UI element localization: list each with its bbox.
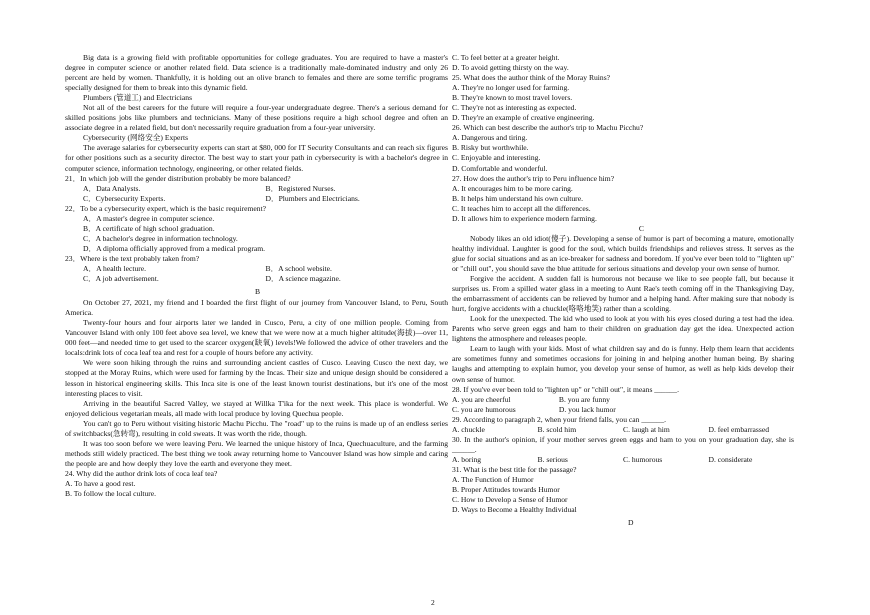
answer-option[interactable]: D. They're an example of creative engineering. [452, 113, 595, 123]
question-25 [452, 73, 794, 123]
question-stem: 24. Why did the author drink lots of coca leaf tea? [65, 468, 218, 478]
answer-option[interactable]: A．Data Analysts. [83, 183, 141, 193]
answer-option[interactable]: D. Ways to Become a Healthy Individual [452, 505, 577, 515]
question-24 [65, 469, 448, 499]
answer-option[interactable]: C．Cybersecurity Experts. [83, 193, 166, 203]
answer-option[interactable]: A. It encourages him to be more caring. [452, 183, 573, 193]
answer-option[interactable]: C. They're not as interesting as expected. [452, 103, 577, 113]
answer-option[interactable]: B. you are funny [558, 394, 610, 404]
passage-a-heading: Plumbers (管道工) and Electricians [83, 93, 193, 103]
question-stem: 25. What does the author think of the Moray Ruins? [452, 73, 611, 83]
left-column [65, 53, 448, 499]
answer-option[interactable]: C. It teaches him to accept all the differences. [452, 203, 591, 213]
answer-option[interactable]: C. you are humorous [452, 404, 516, 414]
answer-option[interactable]: A. boring [452, 454, 482, 464]
answer-option[interactable]: C. laugh at him [623, 424, 670, 434]
answer-option[interactable]: D．A science magazine. [265, 274, 341, 284]
question-27 [452, 174, 794, 224]
answer-option[interactable]: D. considerate [708, 454, 753, 464]
answer-option[interactable]: A. chuckle [452, 424, 485, 434]
answer-option[interactable]: D. To avoid getting thirsty on the way. [452, 63, 569, 73]
section-heading-d: D [628, 518, 634, 528]
passage-c-paragraph: Look for the unexpected. The kid who used to look at you with his eyes closed during a test had the idea. Parents who serve green eggs and ham to their children on graduation day get the idea. Unexpected action lightens the atmosphere and releases people. [452, 314, 794, 344]
question-stem: 23．Where is the text probably taken from? [65, 253, 200, 263]
answer-option[interactable]: D. It allows him to experience modern farming. [452, 213, 597, 223]
question-26 [452, 123, 794, 173]
section-heading-c: C [638, 223, 644, 233]
right-column [452, 53, 794, 528]
question-31 [452, 465, 794, 515]
answer-option[interactable]: B. Proper Attitudes towards Humor [452, 485, 560, 495]
question-22 [65, 204, 448, 254]
answer-option[interactable]: B．Registered Nurses. [265, 183, 336, 193]
question-stem: 28. If you've ever been told to "lighten up" or "chill out", it means ______. [452, 384, 679, 394]
answer-option[interactable]: B. It helps him understand his own culture. [452, 193, 583, 203]
answer-option[interactable]: A. To have a good rest. [65, 478, 136, 488]
passage-c-paragraph: Forgive the accident. A sudden fall is humorous not because we like to see people fall, but because it surprises us. From a spilled water glass in a meeting to Aunt Rae's teeth coming off in the Thanksgiving Day, the embarrassment of accidents can be relieved by humor and a helping hand. After making sure that nobody is hurt, forgive accidents with a chuckle(咯咯地笑) rather than a scolding. [452, 274, 794, 314]
answer-option[interactable]: A. They're no longer used for farming. [452, 83, 570, 93]
answer-option[interactable]: B. serious [537, 454, 568, 464]
answer-option[interactable]: C. Enjoyable and interesting. [452, 153, 541, 163]
answer-option[interactable]: A. you are cheerful [452, 394, 511, 404]
question-stem: 31. What is the best title for the passage? [452, 464, 577, 474]
passage-b-paragraph: We were soon hiking through the ruins and surrounding ancient castles of Cusco. Leaving Cusco the next day, we stopped at the Moray Ruins, which were used for farming by the Incas. Their size and unique design should be considered a lesson in historical engineering skills. This Inca site is one of the least known tourist destinations, but it's one of the most interesting places to visit. [65, 358, 448, 398]
answer-option[interactable]: B．A school website. [265, 263, 332, 273]
section-heading-b: B [255, 287, 261, 297]
question-29 [452, 415, 794, 435]
answer-option[interactable]: B．A certificate of high school graduation. [83, 223, 215, 233]
passage-a-heading: Cybersecurity (网络安全) Experts [83, 133, 189, 143]
question-stem: 26. Which can best describe the author's trip to Machu Picchu? [452, 123, 644, 133]
answer-option[interactable]: A. The Function of Humor [452, 474, 534, 484]
answer-option[interactable]: C．A job advertisement. [83, 274, 159, 284]
answer-option[interactable]: D. Comfortable and wonderful. [452, 163, 548, 173]
answer-option[interactable]: D. feel embarrassed [708, 424, 770, 434]
answer-option[interactable]: B. scold him [537, 424, 577, 434]
answer-option[interactable]: C. To feel better at a greater height. [452, 53, 560, 62]
passage-a-paragraph: Big data is a growing field with profitable opportunities for college graduates. You are required to have a master's degree in computer science or another related field. Data science is a traditionally male-dominated industry and only 26 percent are held by women. Thankfully, it is holding out an olive branch to females and there are some terrific programs specially designed for them to break into this dynamic field. [65, 53, 448, 93]
answer-option[interactable]: A. Dangerous and tiring. [452, 133, 528, 143]
passage-b-paragraph: You can't go to Peru without visiting historic Machu Picchu. The "road" up to the ruins is made up of an endless series of switchbacks(急转弯), resulting in cold sweats. It was worth the ride, though. [65, 418, 448, 438]
passage-b-paragraph: On October 27, 2021, my friend and I boarded the first flight of our journey from Vancouver Island, to Peru, South America. [65, 298, 448, 318]
answer-option[interactable]: A．A master's degree in computer science. [83, 213, 215, 223]
answer-option[interactable]: C. humorous [623, 454, 663, 464]
passage-a-paragraph: The average salaries for cybersecurity experts can start at $80, 000 for IT Security Consultants and can reach six figures for other positions such as a security director. The best way to start your path in cybersecurity is with a bachelor's degree in computer science, information technology, engineering, or other related fields. [65, 143, 448, 173]
answer-option[interactable]: C．A bachelor's degree in information technology. [83, 233, 238, 243]
question-stem: 22．To be a cybersecurity expert, which is the basic requirement? [65, 203, 267, 213]
question-30 [452, 435, 794, 465]
passage-a-paragraph: Not all of the best careers for the future will require a four-year undergraduate degree. There's a serious demand for skilled positions jobs like plumbers and technicians. Many of these positions require a high school degree and often an associate degree in a related field, but don't necessarily require graduation from a four-year university. [65, 103, 448, 133]
passage-b-paragraph: Arriving in the beautiful Sacred Valley, we stayed at Willka T'ika for the next week. This place is wonderful. We enjoyed delicious vegetarian meals, all made with local produce by loving Quechua people. [65, 398, 448, 418]
answer-option[interactable]: B. Risky but worthwhile. [452, 143, 529, 153]
question-23 [65, 254, 448, 284]
passage-c-paragraph: Learn to laugh with your kids. Most of what children say and do is funny. Help them learn that accidents are sometimes funny and sometimes occasions for joining in and helping another human being. By sharing laughs and attempting to explain humor, you develop your sense of humor, as well as help kids develop their own sense of humor. [452, 344, 794, 384]
passage-c-paragraph: Nobody likes an old idiot(傻子). Developing a sense of humor is part of becoming a mature, emotionally healthy individual. Laughter is good for the soul, which builds friendships and relieves stress. It serves as the glue for social situations and as an ice-breaker for sadness and boredom. If you've ever been told to "lighten up" or "chill out", you should save the blue attitude for serious situations and develop your own sense of humor. [452, 233, 794, 273]
answer-option[interactable]: C. How to Develop a Sense of Humor [452, 495, 568, 505]
answer-option[interactable]: D. you lack humor [558, 404, 616, 414]
answer-option[interactable]: A．A health lecture. [83, 263, 147, 273]
answer-option[interactable]: B. To follow the local culture. [65, 489, 157, 499]
question-21 [65, 174, 448, 204]
answer-option[interactable]: B. They're known to most travel lovers. [452, 93, 573, 103]
passage-b-paragraph: It was too soon before we were leaving Peru. We learned the unique history of Inca, Quechuaculture, and the farming methods still widely practiced. The best thing we took away returning home to Vancouver Island was how simple and caring the people are and how deeply they love the earth and everyone they meet. [65, 438, 448, 468]
question-28 [452, 385, 794, 415]
page-number: 2 [431, 598, 435, 607]
question-stem: 21．In which job will the gender distribution probably be more balanced? [65, 173, 291, 183]
passage-b-paragraph: Twenty-four hours and four airports later we landed in Cusco, Peru, a city of one million people. Coming from Vancouver Island with only 100 feet above sea level, we knew that we were now at a much higher altitude(海拔)—over 11, 000 feet—and needed time to get used to the scarcer oxygen(缺氧) levels!We followed the advice of other travelers and the locals:drink lots of coca leaf tea and rest for a couple of hours before any activity. [65, 318, 448, 358]
question-stem: 29. According to paragraph 2, when your friend falls, you can ______. [452, 414, 667, 424]
answer-option[interactable]: D．Plumbers and Electricians. [265, 193, 360, 203]
question-stem: 27. How does the author's trip to Peru influence him? [452, 173, 615, 183]
answer-option[interactable]: D．A diploma officially approved from a medical program. [83, 243, 266, 253]
question-stem: 30. In the author's opinion, if your mother serves green eggs and ham to you on your graduation day, she is ______. [452, 434, 794, 454]
